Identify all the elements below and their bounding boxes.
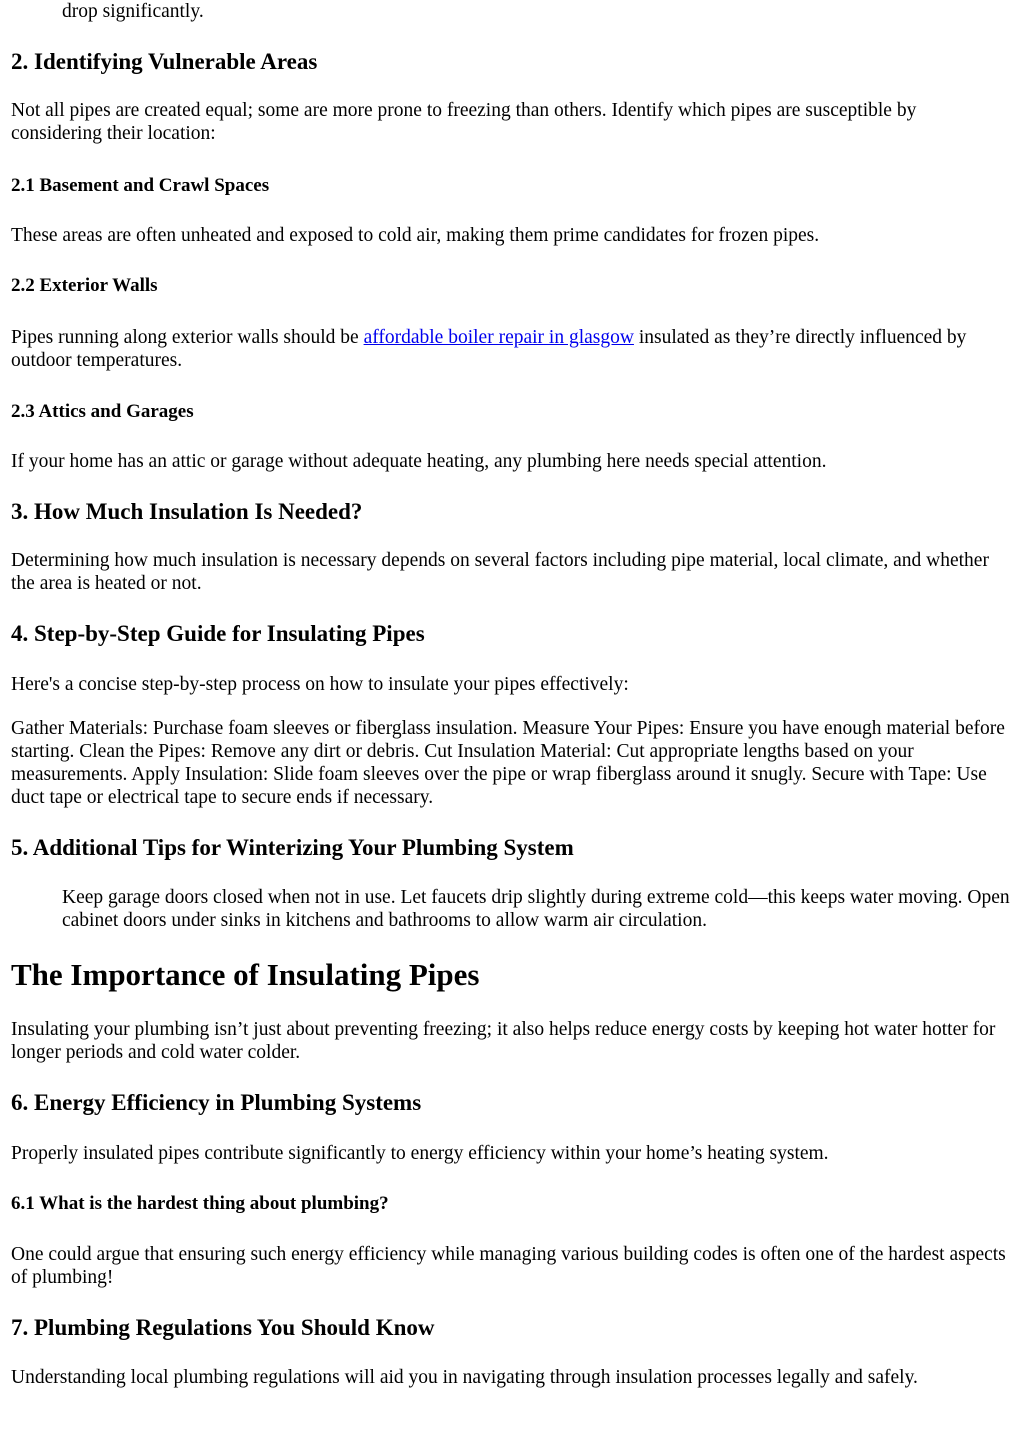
importance-heading: The Importance of Insulating Pipes (11, 957, 480, 992)
section-7-heading: 7. Plumbing Regulations You Should Know (11, 1315, 435, 1340)
section-6-1-text: One could argue that ensuring such energy efficiency while managing various building codes is often one of the hardest aspects of plumbing! (11, 1244, 1006, 1288)
section-3-text: Determining how much insulation is necessary depends on several factors including pipe material, local climate, and whether the area is heated or not. (11, 550, 989, 594)
section-2-2-text-before: Pipes running along exterior walls should be (11, 327, 364, 348)
section-6-heading: 6. Energy Efficiency in Plumbing Systems (11, 1090, 422, 1115)
section-2-3-text: If your home has an attic or garage without adequate heating, any plumbing here needs special attention. (11, 451, 827, 472)
section-2-1-text: These areas are often unheated and exposed to cold air, making them prime candidates for frozen pipes. (11, 225, 820, 246)
section-2-1-heading: 2.1 Basement and Crawl Spaces (11, 175, 270, 196)
section-2-3-heading: 2.3 Attics and Garages (11, 401, 194, 422)
section-2-heading: 2. Identifying Vulnerable Areas (11, 49, 318, 74)
section-2-2-text-after: insulated as they’re directly influenced by outdoor temperatures. (11, 327, 967, 371)
section-6-text: Properly insulated pipes contribute significantly to energy efficiency within your home’s heating system. (11, 1143, 829, 1164)
section-4-heading: 4. Step-by-Step Guide for Insulating Pipes (11, 621, 425, 646)
section-4-steps: Gather Materials: Purchase foam sleeves or fiberglass insulation. Measure Your Pipes: Ensure you have enough material before starting. Clean the Pipes: Remove any dirt or debris. Cut Insulation Material: Cut appropriate lengths based on your measurements. Apply Insulation: Slide foam sleeves over the pipe or wrap fiberglass around it snugly. Secure with Tape: Use duct tape or electrical tape to secure ends if necessary. (11, 718, 1005, 808)
section-2-2-text (11, 326, 1011, 372)
section-5-tips: Keep garage doors closed when not in use. Let faucets drip slightly during extreme cold—this keeps water moving. Open cabinet doors under sinks in kitchens and bathrooms to allow warm air circulation. (62, 887, 1010, 931)
importance-text: Insulating your plumbing isn’t just about preventing freezing; it also helps reduce energy costs by keeping hot water hotter for longer periods and cold water colder. (11, 1019, 996, 1063)
section-4-text: Here's a concise step-by-step process on how to insulate your pipes effectively: (11, 674, 629, 695)
section-3-heading: 3. How Much Insulation Is Needed? (11, 499, 363, 524)
section-2-text: Not all pipes are created equal; some are more prone to freezing than others. Identify which pipes are susceptible by considering their location: (11, 100, 917, 144)
section-6-1-heading: 6.1 What is the hardest thing about plumbing? (11, 1193, 389, 1214)
boiler-repair-link[interactable]: affordable boiler repair in glasgow (363, 327, 634, 348)
section-5-heading: 5. Additional Tips for Winterizing Your Plumbing System (11, 835, 574, 860)
section-2-2-heading: 2.2 Exterior Walls (11, 275, 158, 296)
intro-tail-text: drop significantly. (62, 1, 204, 22)
section-7-text: Understanding local plumbing regulations will aid you in navigating through insulation processes legally and safely. (11, 1367, 918, 1388)
